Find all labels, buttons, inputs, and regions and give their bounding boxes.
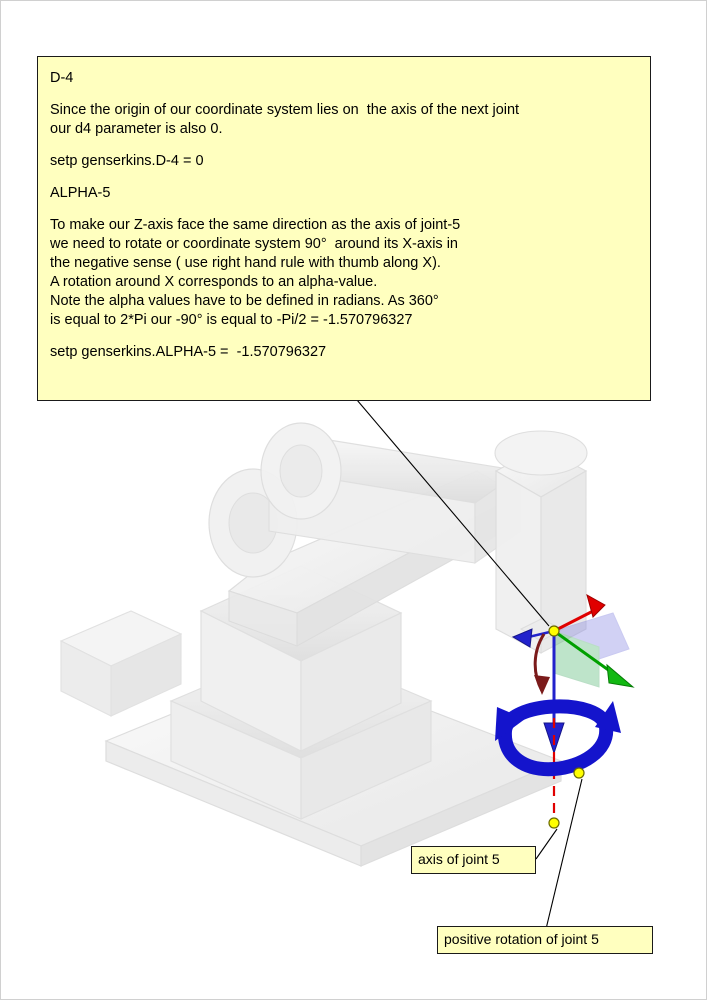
note-line-12: A rotation around X corresponds to an alpha-value. (50, 274, 378, 290)
robot-upper-arm (261, 423, 521, 563)
label-axis-of-joint-5: axis of joint 5 (411, 846, 536, 874)
note-line-8 (50, 203, 640, 216)
note-line-4 (50, 139, 640, 152)
note-line-14: is equal to 2*Pi our -90° is equal to -Pi/2 = -1.570796327 (50, 312, 413, 328)
note-line-10: we need to rotate or coordinate system 90° around its X-axis in (50, 236, 458, 252)
note-line-13: Note the alpha values have to be defined in radians. As 360° (50, 293, 439, 309)
label-positive-rotation-of-joint-5: positive rotation of joint 5 (437, 926, 653, 954)
note-line-9: To make our Z-axis face the same direction as the axis of joint-5 (50, 217, 461, 233)
note-line-5: setp genserkins.D-4 = 0 (50, 153, 204, 169)
origin-marker-icon (549, 626, 559, 636)
note-line-7: ALPHA-5 (50, 185, 111, 201)
note-line-15 (50, 330, 640, 343)
note-line-2: Since the origin of our coordinate system lies on the axis of the next joint (50, 102, 520, 118)
note-line-16: setp genserkins.ALPHA-5 = -1.570796327 (50, 344, 327, 360)
note-line-3: our d4 parameter is also 0. (50, 121, 223, 137)
note-line-6 (50, 171, 640, 184)
note-line-0: D-4 (50, 70, 74, 86)
note-line-11: the negative sense ( use right hand rule with thumb along X). (50, 255, 441, 271)
note-line-1 (50, 88, 640, 101)
note-callout-box (37, 56, 651, 401)
